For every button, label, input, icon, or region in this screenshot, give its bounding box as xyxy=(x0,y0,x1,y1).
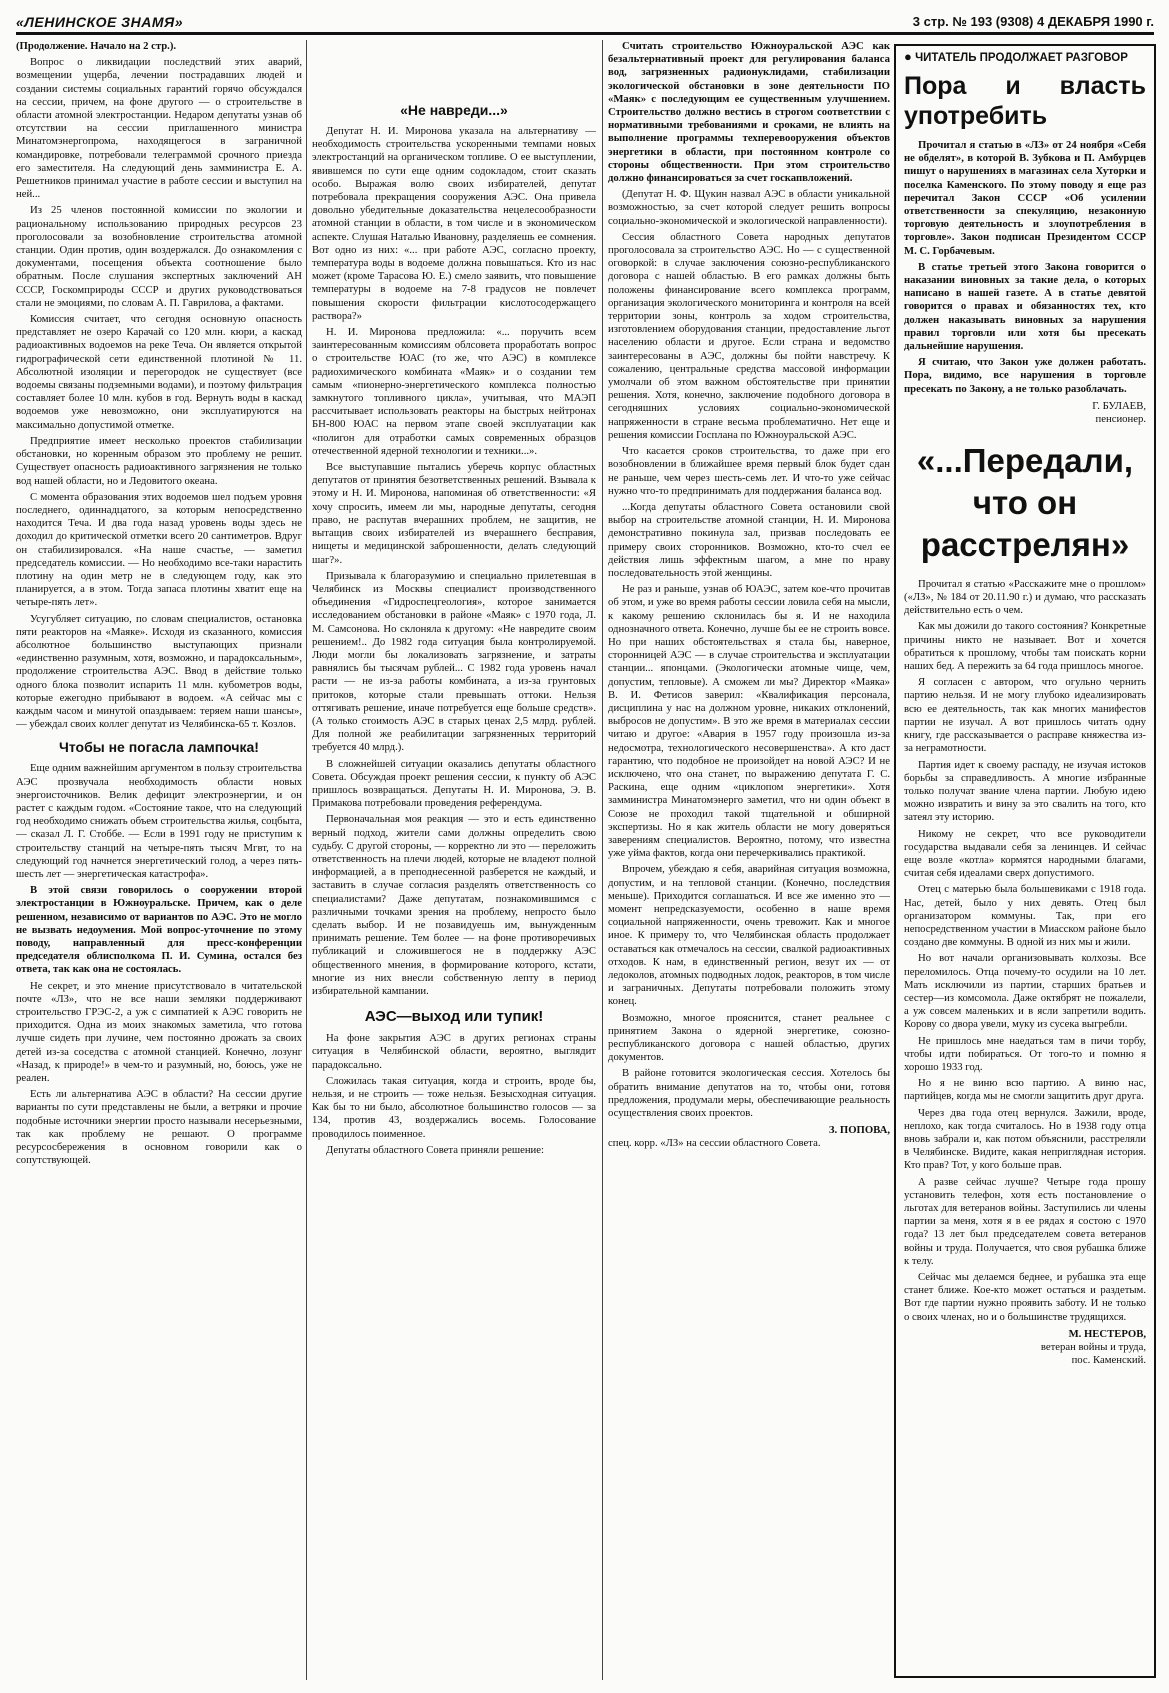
paragraph: Все выступавшие пытались уберечь корпус областных депутатов от принятия безответственных решений. Взывала к этому и Н. И. Миронова, напоминая об ответственности: «Я хочу спросить, имеем ли мы, народные депутаты, сегодня право, не распутав вчерашних проблем, не защитив, не вытащив своих избирателей из вчерашнего бесправия, нищеты и медицинской заброшенности, делать следующий шаг?». xyxy=(312,461,596,566)
paragraph: Депутат Н. И. Миронова указала на альтернативу — необходимость строительства ускоренными темпами новых электростанций на органическом топливе. О ее выступлении, явившемся по сути еще одним содокладом, стоит сказать особо. Выражая волю своих избирателей, депутат потребовала прекращения сооружения АЭС. Она привела довольно убедительные доказательства нецелесообразности атомной станции в области, в том числе и в экономическом аспекте. Слушая Наталью Ивановну, разделяешь ее сомнения. Вот одно из них: «... при работе АЭС, согласно проекту, температура воды в водоеме должна повышаться. Кто из нас может (кроме Тарасова Ю. Е.) смело заявить, что повышение температуры в водоеме на 7-8 градусов не повлечет повышения скорости фильтрации кислотосодержащего раствора?» xyxy=(312,125,596,322)
issue-info: 3 стр. № 193 (9308) 4 ДЕКАБРЯ 1990 г. xyxy=(912,14,1154,29)
rubric xyxy=(904,50,1146,65)
paragraph: Что касается сроков строительства, то даже при его возобновлении в ближайшее время первый блок будет сдан не раньше, чем через шесть-семь лет. И что-то уже сейчас нужно что-то предпринимать для поддержания баланса вод. xyxy=(608,445,890,497)
paragraph: Не пришлось мне наедаться там в пичи торбу, чтобы идти побираться. От того-то и помню я хорошо 1933 год. xyxy=(904,1034,1146,1073)
paragraph: Сессия областного Совета народных депутатов проголосовала за строительство АЭС. Но — с существенной оговоркой: в случае заключения союзно-республиканского договора с нашей областью. В его рамках должны быть положены финансирование всего комплекса программ, организация экологического мониторинга и контроля на всей территории зоны, контроль за ходом строительства, изготовлением оборудования станции, предоставление льгот населению области и другое. Если страна и ведомство заинтересованы в АЭС, должны бы пойти навстречу. К сожалению, центральные средства массовой информации умолчали об этом важном обстоятельстве при принятии решения. Хотя, конечно, заключение подобного договора в сегодняшних условиях социально-экономической напряженности в стране весьма проблематично. Нет еще и решения комиссии Госплана по Южноуральской АЭС. xyxy=(608,230,890,441)
paragraph: Не раз и раньше, узнав об ЮАЭС, затем кое-что прочитав об этом, и уже во время работы сессии ловила себя на мысли, к какому решению склонилась бы я. И не находила однозначного ответа. Конечно, лучше бы ее не строить вовсе. Но при наших обстоятельствах я стала бы, наверное, сторонницей АЭС — в случае строительства и эксплуатации станции... японцами. (Экологически атомные чище, чем, допустим, тепловые). А сможем ли мы? Директор «Маяка» В. И. Фетисов заверил: «Квалификация персонала, дисциплина у нас на должном уровне, никаких отклонений, выбросов не допустим». В это же время в материалах сессии читаю и другое: «Авария в 1957 году произошла из-за недосмотра, технологического несовершенства». А кто даст гарантию, что подобное не произойдет на новой АЭС? И не исключено, что она станет, по выражению депутата Г. С. Раскина, еще одним «циклопом энергетики». Хотя замминистра Минатомэнерго заметил, что ни один объект в Союзе не проходил такой тщательной и обширной экспертизы. Но я как житель области не могу доверяться заверениям специалистов. Вероятно, потому, что известна уже уйма фактов, когда они перечеркивались практикой. xyxy=(608,583,890,860)
author-name: З. ПОПОВА, xyxy=(828,1124,890,1137)
paragraph: Через два года отец вернулся. Зажили, вроде, неплохо, как тогда считалось. Но в 1938 году отца вновь забрали и, как потом объяснили, расстреляли в Челябинске. Видите, какая неприглядная история. Кто прав? Тот, у кого больше прав. xyxy=(904,1106,1146,1172)
paragraph: С момента образования этих водоемов шел подъем уровня последнего, одиннадцатого, за которым непосредственно находится Теча. И два года назад уровень воды здесь не доходил до критической отметки всего 20 сантиметров. Вдруг он стабилизировался. «На наше счастье, — заметил председатель комиссии. — Но необходимо все-таки нарастить плотину на один метр не в следующем году, как это планируется, а в этом. Тогда запаса плотины хватит еще на четыре-пять лет». xyxy=(16,490,302,609)
subheading: АЭС—выход или тупик! xyxy=(364,1008,544,1026)
author-role: пенсионер. xyxy=(1095,412,1146,425)
paragraph: Я согласен с автором, что огульно чернить партию нельзя. И не могу глубоко идеализировать всю ее деятельность, так как многих манифестов партии не изучал. А вот пришлось читать одну книгу, где рассказывается о расправе княжества из-за неграмотности. xyxy=(904,676,1146,755)
letter-signature xyxy=(904,400,1146,426)
paragraph: Сейчас мы делаемся беднее, и рубашка эта еще станет ближе. Кое-кто может остаться и раздетым. Вот где партии нужно проявить заботу. И не только о своих членах, но и о большинстве трудящихся. xyxy=(904,1271,1146,1323)
paragraph: Еще одним важнейшим аргументом в пользу строительства АЭС прозвучала необходимость области новых энергоисточников. Велик дефицит электроэнергии, и он растет с каждым годом. «Состояние такое, что на следующий год необходимо снижать объем строительства жилья, соцбыта, — сказал Л. Г. Стоббе. — Если в 1991 году не приступим к строительству станций на четыре-пять тысяч Мгвт, то на следующий год начнется энергетический голод, а через пять-шесть лет — энергетическая катастрофа». xyxy=(16,762,302,880)
paragraph: Но вот начали организовывать колхозы. Все переломилось. Отца почему-то осудили на 10 лет. Мать исключили из партии, старших братьев и сестер—из комсомола. Даже октябрят не пожалели, а уж совсем маленьких и в ясли запретили водить. Корову со двора увели, муку из сусека выгребли. xyxy=(904,952,1146,1031)
subheading: Чтобы не погасла лампочка! xyxy=(59,739,259,756)
paragraph: Считать строительство Южноуральской АЭС как безальтернативный проект для регулирования баланса вод, загрязненных радионуклидами, стабилизации экологической обстановки в зоне деятельности ПО «Маяк» с последующим ее существенным улучшением. Строительство должно вестись в строгом соответствии с нормативными требованиями и сроками, не влиять на выполнение программы техперевооружения объектов энергетики в области, при постоянном контроле со стороны общественности. При этом строительство должно финансироваться за счет госкапвложений. xyxy=(608,40,890,185)
paragraph: Сложилась такая ситуация, когда и строить, вроде бы, нельзя, и не строить — тоже нельзя. Безысходная ситуация. Как бы то ни было, абсолютное большинство голосов — за 134, против 43, воздержались восемь. Голосование проводилось поименное. xyxy=(312,1074,596,1140)
paragraph: Призывала к благоразумию и специально прилетевшая в Челябинск из Москвы специалист производственного объединения «Гидроспецгеология», которое занимается исследованием обстановки в районе «Маяк» с 1970 года, Л. М. Самсонова. Но склоняла к другому: «Не навредите своим решением!.. До 1982 года ситуация была контролируемой. Люди могли бы локализовать загрязнение, и затраты равнялись бы тысячам рублей... С 1982 года уровень начал расти — не из-за работы комбината, а из-за грунтовых притоков, которые стали превышать оттоки. Нельзя оттягивать решение, иначе потребуется еще больше средств». (А только стоимость АЭС в старых ценах 2,5 млрд. рублей. Для полной же реабилитации загрязненных территорий требуется 40 млрд.). xyxy=(312,569,596,754)
paragraph: Из 25 членов постоянной комиссии по экологии и рациональному использованию природных ресурсов 23 проголосовали за возобновление строительства атомной станции. Один против, один воздержался. До ознакомления с документами, посещения объекта соотношение было обратным. После слушания экспертных заключений АН СССР, Госкомприроды СССР и других руководствоваться стали не эмоциями, по словам А. П. Гаврилова, а фактами. xyxy=(16,204,302,309)
bullet-icon: ● xyxy=(904,49,912,64)
paragraph: В статье третьей этого Закона говорится о наказании виновных за такие дела, о которых написано в нашей газете. А в статье девятой говорится о правах и обязанностях тех, кто должен наказывать виновных за нарушения правил торговли или хотя бы пресекать дальнейшие нарушения. xyxy=(904,260,1146,353)
paragraph: Как мы дожили до такого состояния? Конкретные причины никто не называет. Вот и хочется обратиться к прошлому, чтобы там поискать корни наших бед. А пережить за 64 года пришлось многое. xyxy=(904,620,1146,673)
masthead-rule xyxy=(16,32,1154,35)
author-name: М. НЕСТЕРОВ, xyxy=(1068,1327,1146,1340)
paragraph: Предприятие имеет несколько проектов стабилизации обстановки, но коренным образом это проблему не решит. Существует опасность радиоактивного загрязнения не только вод нашей области, но и Ледовитого океана. xyxy=(16,434,302,487)
paragraph: Комиссия считает, что сегодня основную опасность представляет не озеро Карачай со 120 млн. кюри, а каскад радиоактивных водоемов на реке Теча. Он является открытой гидрографической сети единственной плотиной № 11. Абсолютной изоляции и перегородок не существует (все водоемы связаны подземными водами), и поэтому фильтрация составляет более 10 млн. кубов в год. Вернуть воды в каскад водоемов уже невозможно, они эксплуатируются на максимально допустимой отметке. xyxy=(16,313,302,431)
continuation-note: (Продолжение. Начало на 2 стр.). xyxy=(16,40,177,52)
article-column-1 xyxy=(16,40,302,1680)
paragraph: Но я не виню всю партию. А виню нас, партийцев, когда мы не смогли защитить друг друга. xyxy=(904,1077,1146,1103)
paragraph: Есть ли альтернатива АЭС в области? На сессии другие варианты по сути представлены не были, а ветряки и прочие подобные источники энергии просто называли несерьезными, так как проблему не решают. О программе ресурсосбережения в основном говорили как о сопутствующей. xyxy=(16,1088,302,1167)
author-place: пос. Каменский. xyxy=(1071,1353,1146,1366)
paragraph: А разве сейчас лучше? Четыре года прошу установить телефон, хотя есть постановление о льготах для ветеранов войны. Заступились ли члены партии за меня, хотя я в ее рядах я состою с 1970 года? 13 лет был председателем совета ветеранов войны и труда. Получается, что своя рубашка ближе к телу. xyxy=(904,1175,1146,1267)
author-role: спец. корр. «ЛЗ» на сессии областного Совета. xyxy=(608,1137,821,1150)
readers-letters-box xyxy=(894,44,1156,1678)
paragraph: В сложнейшей ситуации оказались депутаты областного Совета. Обсуждая проект решения сессии, к пункту об АЭС пришлось возвращаться. Депутаты Н. И. Миронова, Э. В. Примакова потребовали проведения референдума. xyxy=(312,757,596,810)
paragraph: Депутаты областного Совета приняли решение: xyxy=(326,1143,544,1156)
paragraph: ...Когда депутаты областного Совета остановили свой выбор на строительстве атомной станции, Н. И. Миронова демонстративно покинула зал, призвав последовать ее примеру своих сторонников. Возможно, кто-то счел ее действия лишь эффектным шагом, а мне по нраву последовательность этой женщины. xyxy=(608,500,890,579)
paragraph: Я считаю, что Закон уже должен работать. Пора, видимо, все нарушения в торговле пресекать по Закону, а не только разоблачать. xyxy=(904,356,1146,395)
paragraph: На фоне закрытия АЭС в других регионах страны ситуация в Челябинской области, вероятно, выглядит парадоксально. xyxy=(312,1032,596,1071)
paragraph: В этой связи говорилось о сооружении второй электростанции в Южноуральске. Причем, как о деле решенном, независимо от вариантов по АЭС. Это не могло не вызвать недоумения. Мой вопрос-уточнение по этому поводу, направленный для пресс-конференции председателя облисполкома П. И. Сумина, остался без ответа, так как она не состоялась. xyxy=(16,884,302,976)
paragraph: Никому не секрет, что все руководители государства выдавали себя за ленинцев. И сейчас еще возле «котла» кормятся народными благами, считая себя идеалами сверх допустимого. xyxy=(904,827,1146,880)
paragraph: Возможно, многое прояснится, станет реальнее с принятием Закона о ядерной энергетике, союзно-республиканского договора с нашей областью, других документов. xyxy=(608,1011,890,1064)
paragraph: Партия идет к своему распаду, не изучая истоков борьбы за справедливость. А многие избранные только получат звание члена партии. Любую идею можно извратить и вину за это свалить на того, кто затеял эту историю. xyxy=(904,758,1146,824)
paragraph: Отец с матерью была большевиками с 1918 года. Нас, детей, было у них девять. Отец был организатором коммуны. Так, при его непосредственном участии в Миасском районе было создано две коммуны. В одной из них мы и жили. xyxy=(904,883,1146,949)
paragraph: В районе готовится экологическая сессия. Хотелось бы обратить внимание депутатов на то, чтобы они, готовя предложения, продумали меры, обеспечивающие реальность осуществления своих проектов. xyxy=(608,1067,890,1120)
column-divider xyxy=(306,40,307,1680)
paragraph: Не секрет, и это мнение присутствовало в читательской почте «ЛЗ», что не все наши земляки поддерживают строительство ГРЭС-2, а уж с симпатией к АЭС говорить не приходится. Одна из моих знакомых заметила, что готова лучше сидеть при лучине, чем постоянно дрожать за своих детей из-за соседства с атомной станцией. Конечно, лозунг «Назад, к природе!» в чем-то и разумный, но, боюсь, уже не реален. xyxy=(16,979,302,1085)
paragraph: Н. И. Миронова предложила: «... поручить всем заинтересованным комиссиям облсовета проработать вопрос о строительстве ЮАС (то же, что АЭС) в комплексе радиохимического комбината «Маяк» и о создании тем самым «пионерно-энергетического комплекса полностью замкнутого топливного цикла», учитывая, что МАЭП рассчитывает использовать реакторы на быстрых нейтронах БН-800 ЮАС на первом этапе своей эксплуатации как «полигон для отработки самых современных образцов отечественной ядерной технологии и техники...». xyxy=(312,326,596,457)
paragraph: Вопрос о ликвидации последствий этих аварий, возмещении ущерба, лечении пострадавших людей и создании системы социальных гарантий горячо обсуждался на сессии, причем, на фоне другого — о строительстве в области атомной электростанции. Недаром депутаты узнав об отсутствии на сессии приглашенного министра Минатомэнергопрома, находящегося в заграничной командировке, потребовали телеграммой срочного приезда его заместителя. На следующий день замминистра Е. А. Решетников принимал участие в работе сессии и выступил на ней... xyxy=(16,56,302,201)
article-column-3 xyxy=(608,40,890,1680)
paragraph: Первоначальная моя реакция — это и есть единственно верный подход, жители сами должны определить свою судьбу. С другой стороны, — корректно ли это — переложить ответственность на плечи людей, которые не владеют полной информацией, а в преподнесенной разберется не каждый, и заставить в случае согласия разделять ответственность со специалистами? Даже депутатам, познакомившимся с различными точками зрения на проблему, непросто было сделать выбор. И не позавидуешь им, вынужденным принимать решение. Тем более — на фоне противоречивых публикаций и сложившегося не в поддержку АЭС общественного мнения, в формирование которого, кстати, многие из них внесли собственную лепту в период избирательной кампании. xyxy=(312,813,596,997)
rubric-label: ЧИТАТЕЛЬ ПРОДОЛЖАЕТ РАЗГОВОР xyxy=(915,52,1128,64)
letter-signature xyxy=(904,1328,1146,1367)
masthead xyxy=(16,12,1154,34)
paragraph: (Депутат Н. Ф. Щукин назвал АЭС в области уникальной возможностью, за счет которой следует решить вопросы социально-экономической и экологической направленности). xyxy=(608,188,890,227)
paragraph: Прочитал я статью «Расскажите мне о прошлом» («ЛЗ», № 184 от 20.11.90 г.) и думаю, что рассказать действительно есть о чем. xyxy=(904,577,1146,617)
letter-headline: «...Передали, что он расстрелян» xyxy=(916,441,1134,563)
letter-headline: Пора и власть употребить xyxy=(904,72,1146,130)
paragraph: Усугубляет ситуацию, по словам специалистов, остановка пяти реакторов на «Маяке». Исходя из сказанного, комиссия абсолютное большинство выступающих признали «единственно разумным, хотя, возможно, и парадоксальным», продолжение строительства АЭС. Ввод в действие только одного блока позволит испарить 11 млн. кубометров воды, которые ежегодно прибывают в водоем. «А сейчас мы с каждым часом и минутой опаздываем: теряем наши шансы», — убеждал своих коллег депутат из Челябинска-65 т. Козлов. xyxy=(16,612,302,731)
paragraph: Прочитал я статью в «ЛЗ» от 24 ноября «Себя не обделят», в которой В. Зубкова и П. Амбурцев пишут о нарушениях в магазинах села Хуторки и поселка Каменского. По этому поводу я еще раз перечитал Закон СССР «Об усилении ответственности за спекуляцию, незаконную торговую деятельность и злоупотребления в торговле». Закон подписан Президентом СССР М. С. Горбачевым. xyxy=(904,139,1146,257)
author-role: ветеран войны и труда, xyxy=(1040,1340,1146,1353)
newspaper-title: «ЛЕНИНСКОЕ ЗНАМЯ» xyxy=(16,14,184,30)
column-divider xyxy=(602,40,603,1680)
subheading: «Не навреди...» xyxy=(400,102,508,118)
author-signature xyxy=(608,1124,890,1150)
author-name: Г. БУЛАЕВ, xyxy=(1092,399,1146,412)
article-column-2 xyxy=(312,40,596,1680)
paragraph: Впрочем, убеждаю я себя, аварийная ситуация возможна, допустим, и на тепловой станции. (Конечно, последствия меньше). Приходится соглашаться. И все же именно это — момент непредсказуемости, особенно в наше время социальной напряженности, очень тревожит. Как и многое иное. К примеру то, что Челябинская область продолжает оставаться как отмечалось на сессии, свалкой радиоактивных отходов. К нам, в единственный регион, везут их — от ледоколов, атомных подводных лодок, реакторов, в том числе и заграничных. Депутаты потребовали положить этому конец. xyxy=(608,863,890,1008)
